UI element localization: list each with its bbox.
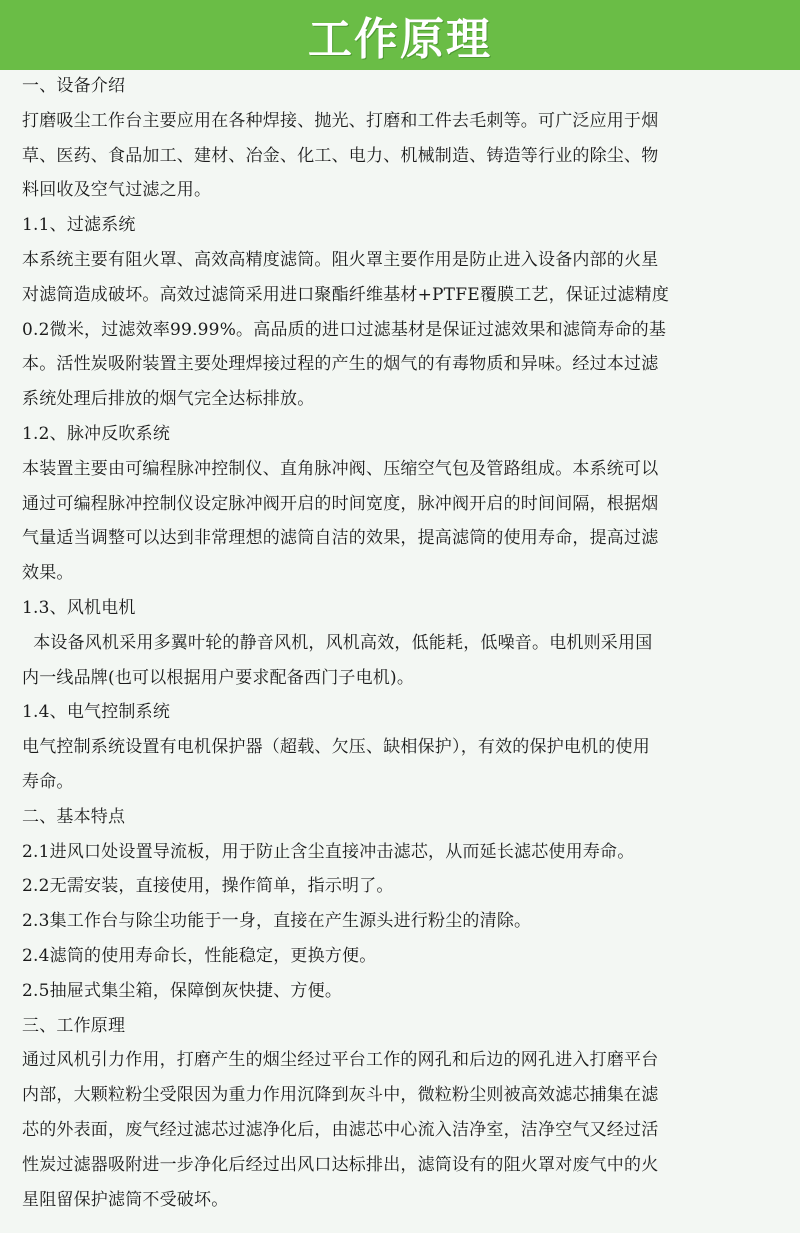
text-line: 打磨吸尘工作台主要应用在各种焊接、抛光、打磨和工件去毛刺等。可广泛应用于烟 xyxy=(22,110,659,131)
text-line: 芯的外表面，废气经过滤芯过滤净化后，由滤芯中心流入洁净室，洁净空气又经过活 xyxy=(22,1119,659,1140)
text-line: 效果。 xyxy=(22,563,74,584)
text-line: 2.4滤筒的使用寿命长，性能稳定，更换方便。 xyxy=(22,945,377,966)
text-line: 本装置主要由可编程脉冲控制仪、直角脉冲阀、压缩空气包及管路组成。本系统可以 xyxy=(22,458,659,479)
text-line: 一、设备介绍 xyxy=(22,76,126,96)
text-line: 系统处理后排放的烟气完全达标排放。 xyxy=(22,389,315,410)
text-line: 通过可编程脉冲控制仪设定脉冲阀开启的时间宽度，脉冲阀开启的时间间隔，根据烟 xyxy=(22,493,659,514)
text-line: 2.1进风口处设置导流板，用于防止含尘直接冲击滤芯，从而延长滤芯使用寿命。 xyxy=(22,841,635,862)
text-line: 二、基本特点 xyxy=(22,806,126,827)
text-line: 通过风机引力作用，打磨产生的烟尘经过平台工作的网孔和后边的网孔进入打磨平台 xyxy=(22,1050,659,1071)
text-line: 内一线品牌(也可以根据用户要求配备西门子电机)。 xyxy=(22,667,415,688)
page-title: 工作原理 xyxy=(308,14,492,65)
text-line: 0.2微米，过滤效率99.99%。高品质的进口过滤基材是保证过滤效果和滤筒寿命的基 xyxy=(22,319,667,340)
text-line: 本系统主要有阻火罩、高效高精度滤筒。阻火罩主要作用是防止进入设备内部的火星 xyxy=(22,249,659,270)
text-line: 2.2无需安装，直接使用，操作简单，指示明了。 xyxy=(22,876,394,897)
text-line: 星阻留保护滤筒不受破坏。 xyxy=(22,1189,229,1210)
text-line: 本设备风机采用多翼叶轮的静音风机，风机高效，低能耗，低噪音。电机则采用国 xyxy=(22,632,653,653)
text-line: 2.5抽屉式集尘箱，保障倒灰快捷、方便。 xyxy=(22,980,343,1001)
title-banner xyxy=(0,0,800,70)
text-line: 1.3、风机电机 xyxy=(22,597,136,618)
text-line: 性炭过滤器吸附进一步净化后经过出风口达标排出，滤筒设有的阻火罩对废气中的火 xyxy=(22,1154,659,1175)
text-line: 1.2、脉冲反吹系统 xyxy=(22,423,171,444)
text-line: 本。活性炭吸附装置主要处理焊接过程的产生的烟气的有毒物质和异味。经过本过滤 xyxy=(22,354,659,375)
text-line: 电气控制系统设置有电机保护器（超载、欠压、缺相保护），有效的保护电机的使用 xyxy=(22,737,650,758)
document-body xyxy=(0,69,800,1217)
text-line: 1.4、电气控制系统 xyxy=(22,702,171,723)
text-line: 气量适当调整可以达到非常理想的滤筒自洁的效果，提高滤筒的使用寿命，提高过滤 xyxy=(22,528,659,549)
text-line: 2.3集工作台与除尘功能于一身，直接在产生源头进行粉尘的清除。 xyxy=(22,911,532,932)
text-line: 三、工作原理 xyxy=(22,1015,126,1036)
text-line: 对滤筒造成破坏。高效过滤筒采用进口聚酯纤维基材+PTFE覆膜工艺，保证过滤精度 xyxy=(22,284,670,305)
text-line: 料回收及空气过滤之用。 xyxy=(22,180,212,201)
text-line: 内部，大颗粒粉尘受限因为重力作用沉降到灰斗中，微粒粉尘则被高效滤芯捕集在滤 xyxy=(22,1085,659,1106)
text-line: 1.1、过滤系统 xyxy=(22,215,136,236)
text-line: 草、医药、食品加工、建材、冶金、化工、电力、机械制造、铸造等行业的除尘、物 xyxy=(22,145,659,166)
text-line: 寿命。 xyxy=(22,771,74,792)
